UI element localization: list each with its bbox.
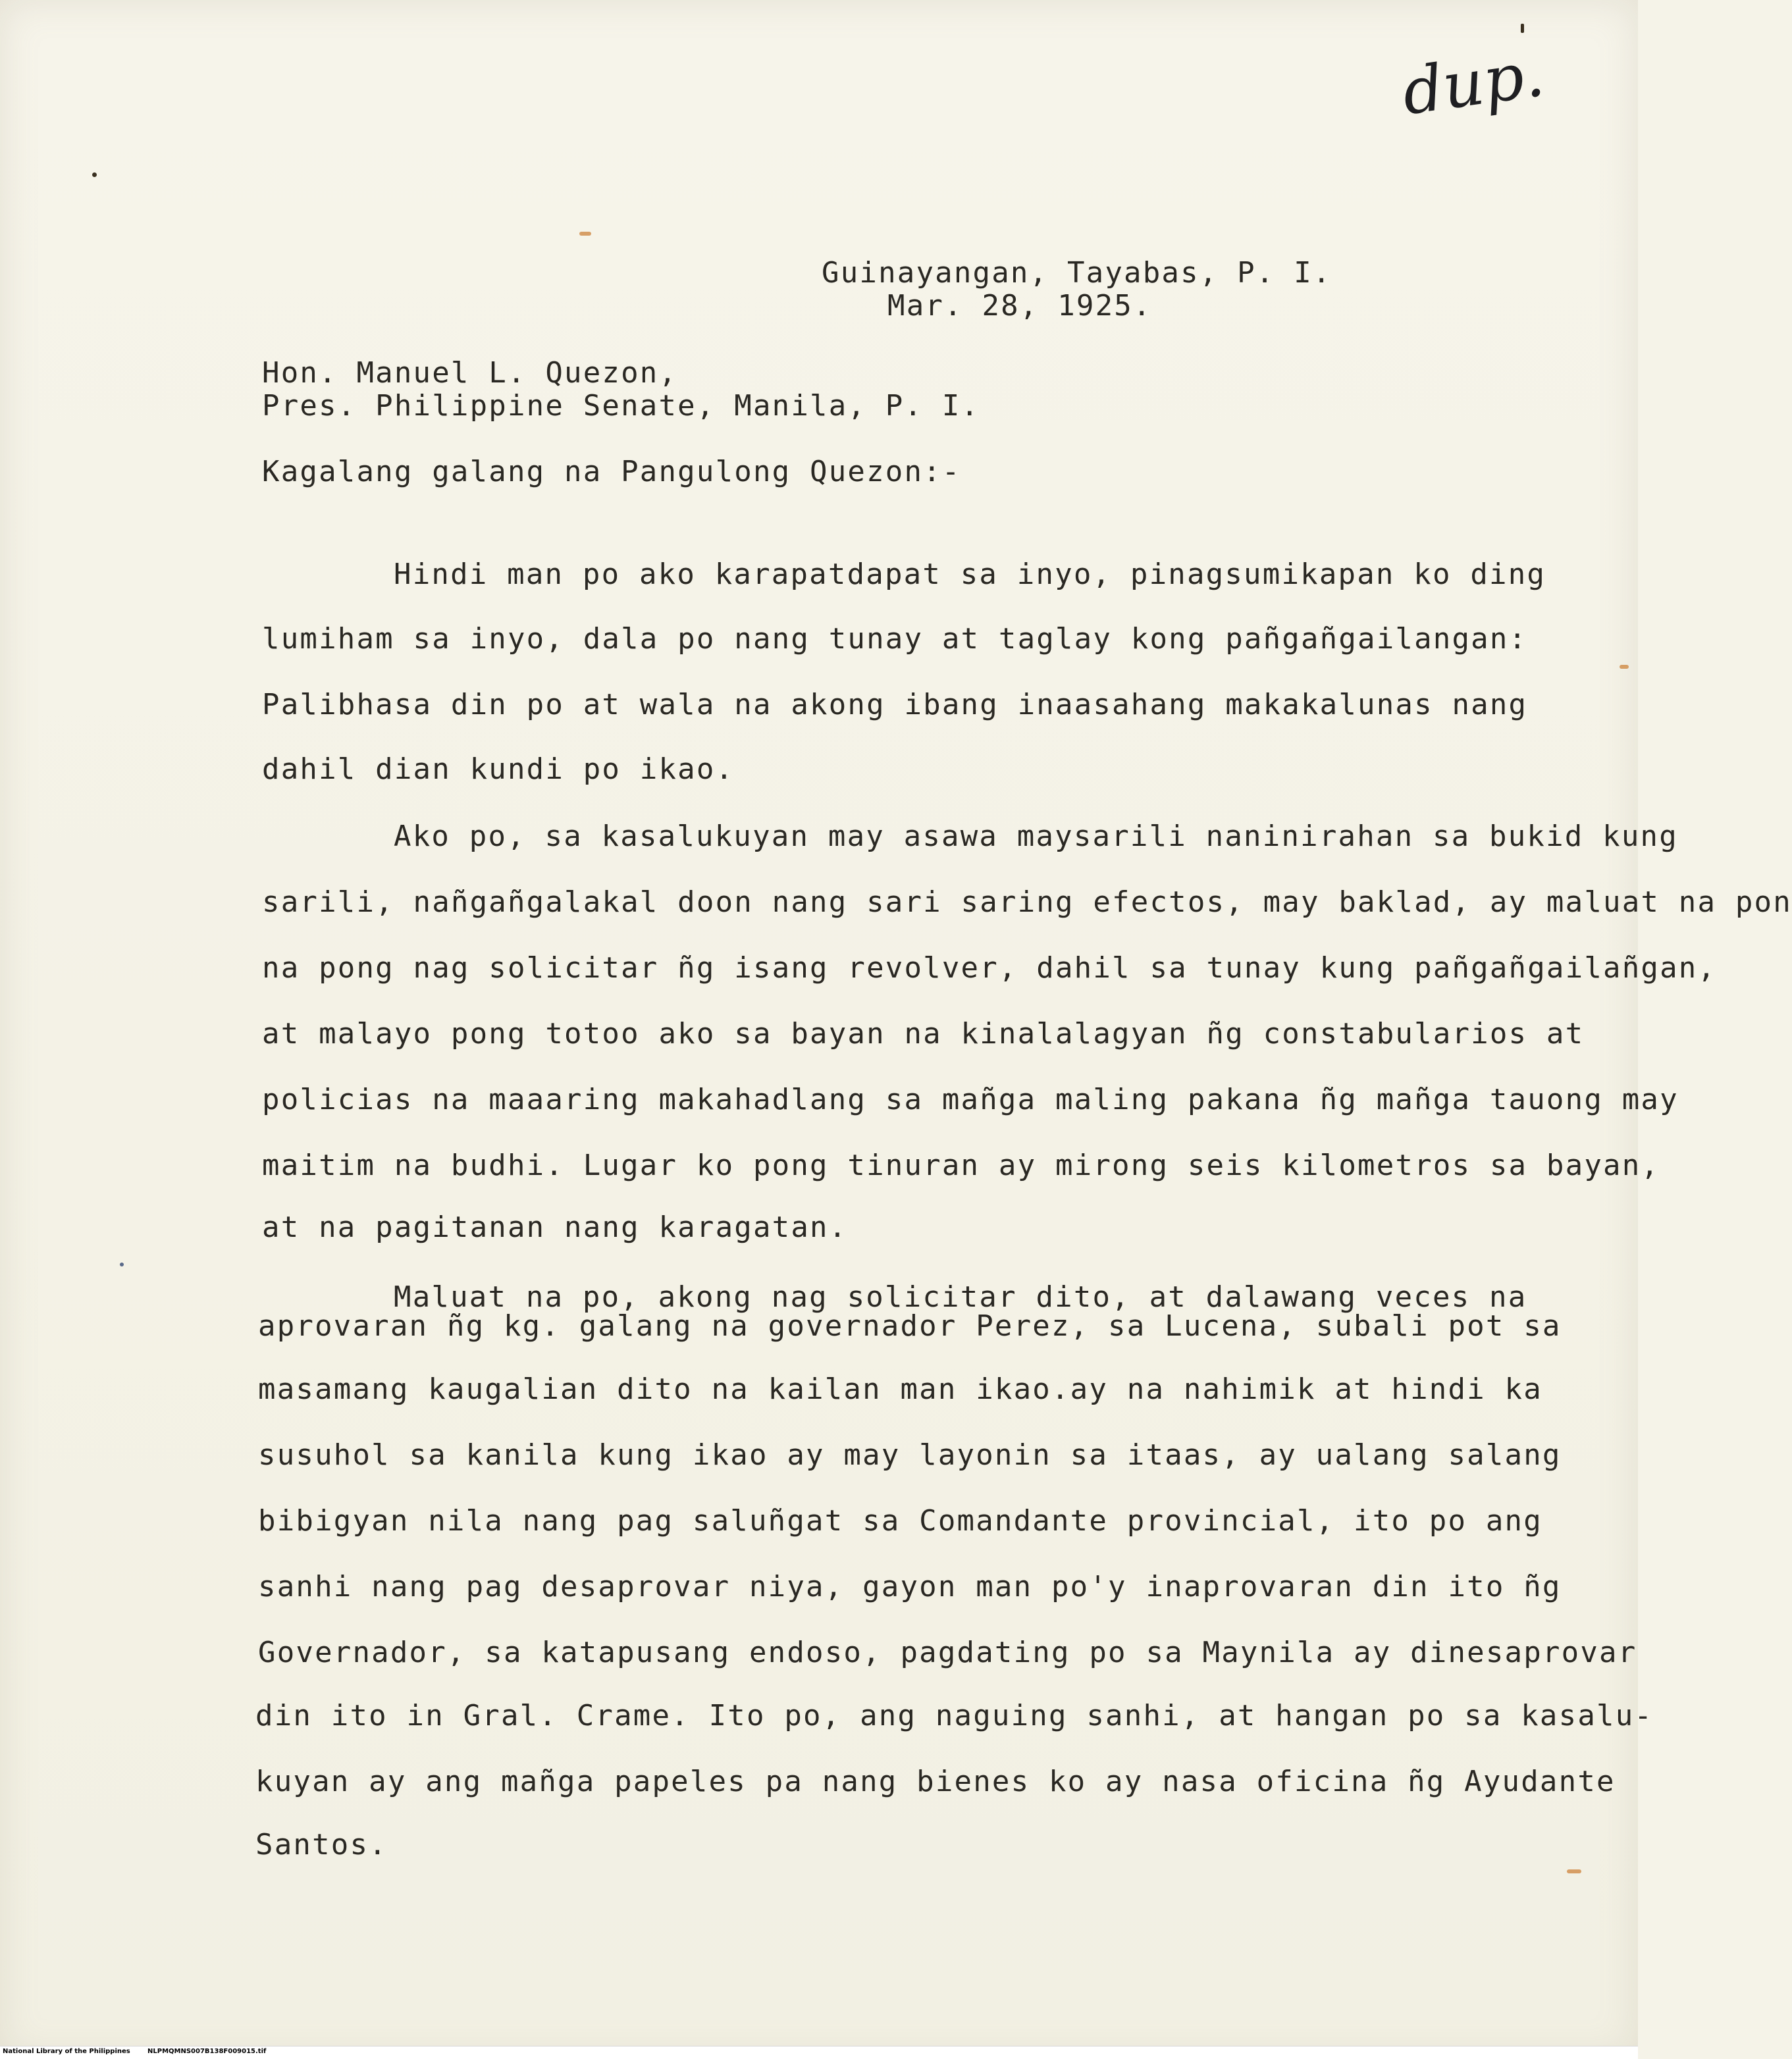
paper-stain xyxy=(1567,1869,1581,1873)
footer-institution: National Library of the Philippines xyxy=(3,2048,130,2055)
addressee-name: Hon. Manuel L. Quezon, xyxy=(262,356,678,390)
salutation: Kagalang galang na Pangulong Quezon:- xyxy=(262,455,961,488)
letter-date: Mar. 28, 1925. xyxy=(887,289,1152,323)
handwritten-annotation: dup. xyxy=(1398,36,1548,130)
ink-speck xyxy=(120,1263,124,1266)
body-line: aprovaran ñg kg. galang na governador Perez, sa Lucena, subali pot sa xyxy=(258,1309,1562,1343)
body-line: at malayo pong totoo ako sa bayan na kinalalagyan ñg constabularios at xyxy=(262,1017,1585,1051)
body-line: maitim na budhi. Lugar ko pong tinuran ay mirong seis kilometros sa bayan, xyxy=(262,1149,1660,1182)
ink-speck xyxy=(1521,24,1524,33)
body-line: din ito in Gral. Crame. Ito po, ang naguing sanhi, at hangan po sa kasalu- xyxy=(255,1699,1654,1733)
letter-place: Guinayangan, Tayabas, P. I. xyxy=(822,256,1332,290)
body-line: sarili, nañgañgalakal doon nang sari saring efectos, may baklad, ay maluat na pon xyxy=(262,885,1792,919)
paper-stain xyxy=(579,232,591,236)
paper-stain xyxy=(1620,665,1629,669)
body-line: lumiham sa inyo, dala po nang tunay at taglay kong pañgañgailangan: xyxy=(262,622,1528,656)
addressee-title: Pres. Philippine Senate, Manila, P. I. xyxy=(262,389,980,423)
body-line: Hindi man po ako karapatdapat sa inyo, pinagsumikapan ko ding xyxy=(394,558,1546,591)
body-line: susuhol sa kanila kung ikao ay may layonin sa itaas, ay ualang salang xyxy=(258,1438,1562,1472)
body-line: bibigyan nila nang pag saluñgat sa Comandante provincial, ito po ang xyxy=(258,1504,1542,1538)
body-line: kuyan ay ang mañga papeles pa nang bienes ko ay nasa oficina ñg Ayudante xyxy=(255,1765,1616,1798)
body-line: sanhi nang pag desaprovar niya, gayon man po'y inaprovaran din ito ñg xyxy=(258,1570,1562,1603)
body-line: masamang kaugalian dito na kailan man ikao.ay na nahimik at hindi ka xyxy=(258,1372,1542,1406)
body-line: at na pagitanan nang karagatan. xyxy=(262,1211,848,1244)
body-line: dahil dian kundi po ikao. xyxy=(262,752,735,786)
body-line: Ako po, sa kasalukuyan may asawa maysarili naninirahan sa bukid kung xyxy=(394,820,1678,853)
body-line: na pong nag solicitar ñg isang revolver, dahil sa tunay kung pañgañgailañgan, xyxy=(262,951,1717,985)
body-line: Palibhasa din po at wala na akong ibang inaasahang makakalunas nang xyxy=(262,688,1528,721)
body-line: policias na maaaring makahadlang sa mañga maling pakana ñg mañga tauong may xyxy=(262,1083,1679,1116)
body-line: Maluat na po, akong nag solicitar dito, at dalawang veces na xyxy=(394,1280,1527,1314)
body-line: Santos. xyxy=(255,1828,388,1862)
body-line: Governador, sa katapusang endoso, pagdating po sa Maynila ay dinesaprovar xyxy=(258,1636,1637,1669)
ink-speck xyxy=(92,172,97,177)
footer-file-id: NLPMQMNS007B138F009015.tif xyxy=(147,2048,267,2055)
